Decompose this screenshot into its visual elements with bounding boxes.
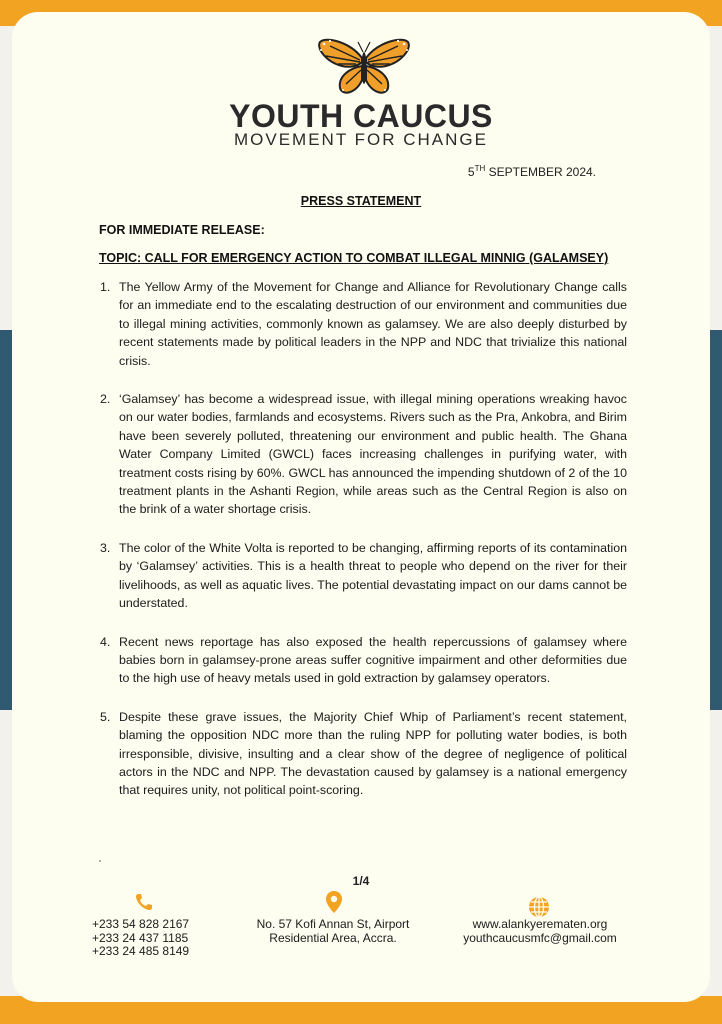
paragraph-number: 1. [100,280,111,294]
footer-phone-numbers [92,918,189,959]
paragraph-4 [100,633,627,688]
email: youthcaucusmfc@gmail.com [463,930,617,945]
release-label: FOR IMMEDIATE RELEASE: [99,223,265,237]
address-line-1: No. 57 Kofi Annan St, Airport [256,917,410,931]
butterfly-logo [316,36,412,98]
paragraph-text: Recent news reportage has also exposed the health repercussions of galamsey where babies born in galamsey-prone areas suffer cognitive impairment and other deformities due to the high use of heavy metals used in gold extraction by galamsey operators. [119,634,627,686]
document-title: PRESS STATEMENT [300,194,422,208]
paragraph-1 [100,278,627,370]
paragraph-number: 2. [100,392,111,407]
paragraph-2 [100,390,627,519]
paragraph-3 [100,539,627,613]
statement-paragraphs [100,278,627,820]
phone-number: +233 24 437 1185 [92,930,189,945]
website: www.alankyerematen.org [472,917,608,931]
page-number: 1/4 [352,874,370,888]
topic-heading: TOPIC: CALL FOR EMERGENCY ACTION TO COMBAT ILLEGAL MINNIG (GALAMSEY) [99,251,609,265]
organization-name: YOUTH CAUCUS [229,98,493,134]
statement-date [468,164,596,179]
phone-number: +233 24 485 8149 [92,944,190,958]
paragraph-number: 4. [100,634,111,649]
location-pin-icon [324,890,344,914]
date-rest: SEPTEMBER 2024. [485,165,596,179]
footer-web-contacts [452,918,628,945]
paragraph-text: Despite these grave issues, the Majority Chief Whip of Parliament’s recent statement, blaming the opposition NDC more than the ruling NPP for polluting water bodies, is both irresponsible, divisive, insulting and a clear show of the degree of negligence of political actors in the NDC and NPP. The devastation caused by galamsey is a national emergency that requires unity, not political point-scoring. [119,709,627,798]
address-line-2: Residential Area, Accra. [269,930,397,945]
phone-icon [134,892,154,912]
paragraph-text: The Yellow Army of the Movement for Change and Alliance for Revolutionary Change calls for an immediate end to the escalating destruction of our environment and communities due to illegal mining activities, commonly known as galamsey. We are also deeply disturbed by recent statements made by political leaders in the NPP and NDC that trivialize this national crisis. [119,280,627,368]
paragraph-text: The color of the White Volta is reported to be changing, affirming reports of its contamination by ‘Galamsey’ activities. This is a health threat to people who depend on the river for their livelihoods, as well as aquatic lives. The potential devastating impact on our dams cannot be understated. [119,540,627,611]
paragraph-text: ‘Galamsey’ has become a widespread issue, with illegal mining operations wreaking havoc on our water bodies, farmlands and ecosystems. Rivers such as the Pra, Ankobra, and Birim have been severely polluted, threatening our environment and public health. The Ghana Water Company Limited (GWCL) faces increasing challenges in purifying water, with treatment costs rising by 60%. GWCL has announced the impending shutdown of 2 of the 10 treatment plants in the Ashanti Region, while areas such as the Central Region is also on the brink of a water shortage crisis. [119,392,627,517]
date-suffix: TH [474,164,486,173]
footer-address [238,918,428,945]
phone-number: +233 54 828 2167 [92,917,190,931]
paragraph-number: 5. [100,709,111,724]
globe-icon [528,896,550,918]
organization-tagline: MOVEMENT FOR CHANGE [234,130,488,149]
date-day: 5 [467,165,475,179]
stray-mark [99,860,101,862]
paragraph-5 [100,708,627,800]
paragraph-number: 3. [100,540,111,555]
